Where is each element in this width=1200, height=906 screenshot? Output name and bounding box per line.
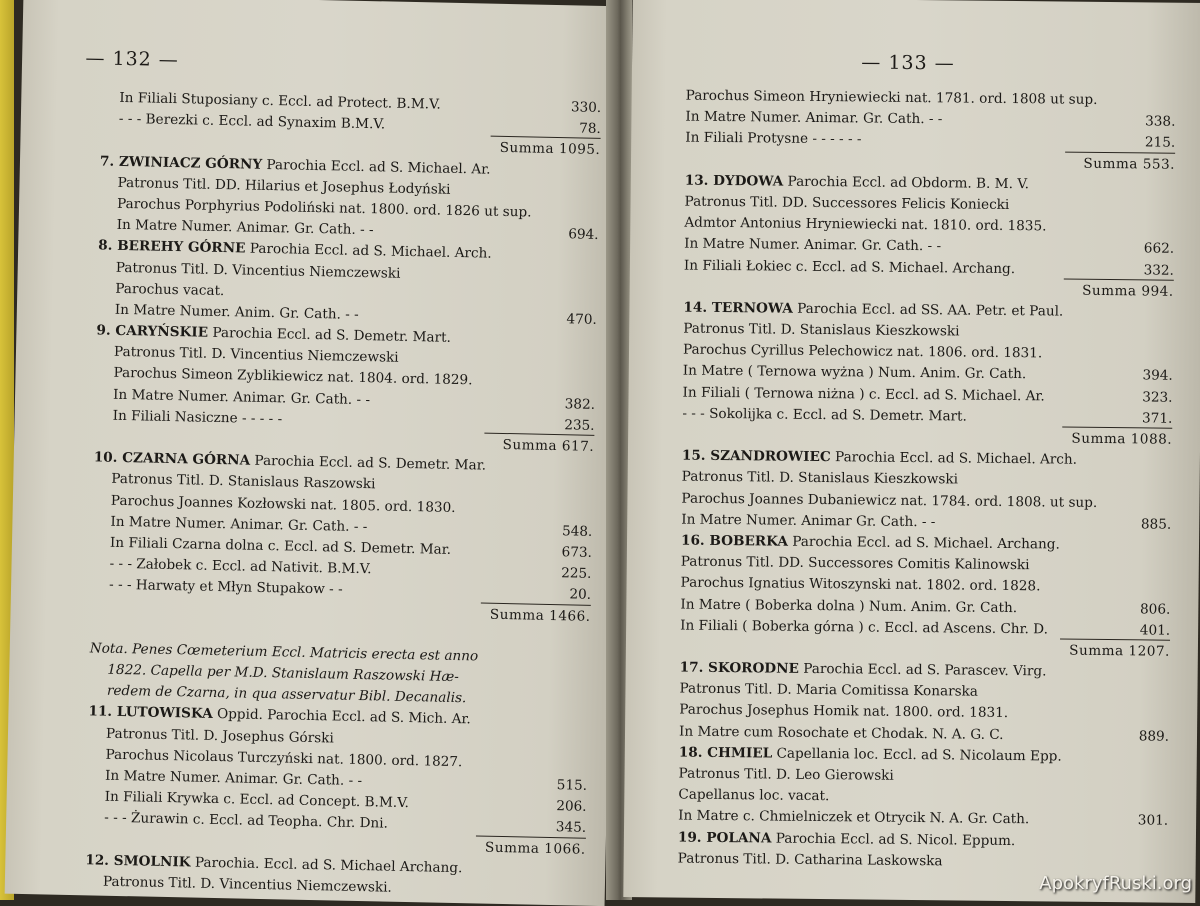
line-text: Patronus Titl. D. Stanislaus Kieszkowski	[681, 468, 959, 488]
line-number-value: 371.	[1141, 410, 1173, 427]
line-text: - - - Harwaty et Młyn Stupakow - -	[108, 577, 343, 598]
line-text: Patronus Titl. D. Maria Comitissa Konarska	[679, 680, 979, 700]
line-text: 10. CZARNA GÓRNA Parochia Eccl. ad S. Demetr. Mar.	[93, 449, 487, 474]
line-text: In Filiali Nasiczne - - - - -	[112, 407, 283, 428]
line-text: In Filiali Protysne - - - - - -	[685, 129, 862, 148]
line-text: Summa 994.	[1082, 282, 1174, 300]
line-text: - - - Berezki c. Eccl. ad Synaxim B.M.V.	[118, 111, 386, 133]
line-text: - - - Załobek c. Eccl. ad Nativit. B.M.V.	[109, 555, 372, 578]
line-number-value: 301.	[1137, 812, 1169, 830]
parish-heading: 15. SZANDROWIEC	[681, 447, 831, 466]
line-text: In Filiali Czarna dolna c. Eccl. ad S. Demetr. Mar.	[109, 534, 452, 558]
line-text: Patronus Titl. D. Josephus Górski	[105, 725, 334, 747]
line-text: 15. SZANDROWIEC Parochia Eccl. ad S. Michael. Arch.	[681, 447, 1078, 468]
line-text: In Matre Numer. Animar. Gr. Cath. - -	[112, 386, 371, 408]
line-text: Parochus Joannes Dubaniewicz nat. 1784. ord. 1808. ut sup.	[681, 490, 1098, 511]
line-text: In Matre cum Rosochate et Chodak. N. A. G. C.	[678, 723, 1004, 743]
line-text: Patronus Titl. D. Stanislaus Kieszkowski	[683, 320, 960, 340]
parish-heading: 14. TERNOWA	[683, 299, 793, 317]
line-number-value: 694.	[568, 226, 599, 244]
line-number-value: 345.	[555, 819, 587, 837]
line-text: In Matre ( Boberka dolna ) Num. Anim. Gr. Cath.	[680, 596, 1018, 616]
line-text: Patronus Titl. DD. Hilarius et Josephus Łodyński	[117, 174, 451, 198]
parish-heading: 9. CARYŃSKIE	[96, 322, 209, 341]
line-number-value: 323.	[1142, 389, 1173, 406]
line-number-value: 235.	[564, 417, 595, 434]
parish-heading: 13. DYDOWA	[684, 172, 784, 190]
parish-heading: 16. BOBERKA	[680, 532, 789, 550]
line-text: Patronus Titl. D. Vincentius Niemczewski	[115, 259, 401, 282]
line-number-value: 394.	[1142, 367, 1173, 385]
line-number-value: 885.	[1140, 516, 1172, 533]
line-text: 1822. Capella per M.D. Stanislaum Raszowski Hæ-	[107, 661, 460, 686]
line-text: 7. ZWINIACZ GÓRNY Parochia Eccl. ad S. Michael. Ar.	[99, 153, 491, 178]
line-number-value: 215.	[1144, 134, 1176, 152]
line-text: Summa 553.	[1083, 155, 1176, 173]
line-text: Admtor Antonius Hryniewiecki nat. 1810. ord. 1835.	[684, 214, 1047, 235]
line-text: 9. CARYŃSKIE Parochia Eccl. ad S. Demetr. Mart.	[96, 322, 452, 346]
line-text: In Matre Numer. Animar. Gr. Cath. - -	[684, 235, 942, 255]
line-text: 11. LUTOWISKA Oppid. Parochia Eccl. ad S. Mich. Ar.	[88, 703, 472, 728]
line-number-value: 332.	[1143, 261, 1174, 279]
parish-heading: 18. CHMIEL	[678, 744, 773, 762]
line-text: 13. DYDOWA Parochia Eccl. ad Obdorm. B. M. V.	[684, 172, 1030, 192]
line-text: In Matre Numer. Animar Gr. Cath. - -	[681, 511, 936, 530]
line-number-value: 78.	[578, 120, 601, 138]
line-text: - - - Żurawin c. Eccl. ad Teopha. Chr. Dni.	[104, 810, 389, 833]
line-number-value: 548.	[561, 522, 593, 540]
line-text: Patronus Titl. D. Catharina Laskowska	[677, 850, 943, 870]
line-text: In Matre c. Chmielniczek et Otrycik N. A. Gr. Cath.	[678, 807, 1030, 828]
line-number-value: 20.	[569, 586, 592, 604]
line-text: Patronus Titl. DD. Successores Comitis Kalinowski	[680, 553, 1030, 574]
line-text: In Matre ( Ternowa wyżna ) Num. Anim. Gr. Cath.	[682, 363, 1027, 383]
line-text: In Matre Numer. Animar. Gr. Cath. - -	[116, 216, 374, 239]
line-number-value: 470.	[566, 311, 597, 328]
parish-heading: 17. SKORODNE	[679, 659, 800, 677]
line-text: 18. CHMIEL Capellania loc. Eccl. ad S. Nicolaum Epp.	[678, 744, 1062, 765]
line-text: Summa 1088.	[1071, 430, 1173, 448]
line-text: Summa 1207.	[1069, 642, 1170, 660]
line-text: In Filiali ( Boberka górna ) c. Eccl. ad Ascens. Chr. D.	[680, 617, 1049, 638]
line-text: Parochus Nicolaus Turczyński nat. 1800. ord. 1827.	[105, 746, 463, 770]
line-text: Summa 1466.	[489, 606, 591, 625]
text-line	[678, 848, 1168, 874]
line-text: Parochus Cyrillus Pelechowicz nat. 1806. ord. 1831.	[682, 341, 1043, 362]
line-number-value: 662.	[1143, 240, 1175, 258]
line-text: Nota. Penes Cœmeterium Eccl. Matricis erecta est anno	[89, 640, 479, 665]
line-text: 16. BOBERKA Parochia Eccl. ad S. Michael. Archang.	[680, 532, 1060, 553]
line-text: 17. SKORODNE Parochia Eccl. ad S. Parascev. Virg.	[679, 659, 1047, 680]
line-text: Parochus Simeon Hryniewiecki nat. 1781. ord. 1808 ut sup.	[685, 87, 1098, 108]
parish-heading: 8. BEREHY GÓRNE	[98, 237, 246, 257]
line-text: 19. POLANA Parochia Eccl. ad S. Nicol. Eppum.	[677, 829, 1016, 849]
line-text: In Matre Numer. Animar. Gr. Cath. - -	[110, 513, 368, 535]
line-text: Summa 1066.	[484, 839, 586, 858]
line-text: Patronus Titl. D. Vincentius Niemczewski.	[102, 873, 393, 896]
left-page	[5, 0, 624, 906]
line-text: In Matre Numer. Anim. Gr. Cath. - -	[114, 301, 359, 323]
line-text: Parochus Josephus Homik nat. 1800. ord. 1831.	[679, 701, 1009, 722]
line-text: In Filiali Łokiec c. Eccl. ad S. Michael. Archang.	[683, 257, 1016, 277]
line-text: In Filiali Krywka c. Eccl. ad Concept. B.M.V.	[104, 788, 410, 812]
line-text: Patronus Titl. D. Vincentius Niemczewski	[113, 344, 399, 367]
line-text: redem de Czarna, in qua asservatur Bibl. Decanalis.	[106, 682, 467, 707]
line-text: 8. BEREHY GÓRNE Parochia Eccl. ad S. Michael. Arch.	[98, 237, 492, 262]
line-number-value: 806.	[1139, 600, 1171, 618]
line-number-value: 673.	[561, 544, 593, 561]
line-number-value: 225.	[561, 565, 592, 582]
line-text: - - - Sokolijka c. Eccl. ad S. Demetr. Mart.	[682, 405, 967, 425]
line-text: Parochus Joannes Kozłowski nat. 1805. ord. 1830.	[110, 492, 456, 516]
parish-heading: 11. LUTOWISKA	[88, 703, 213, 723]
right-page-text-block	[678, 86, 1176, 875]
line-number-value: 401.	[1139, 622, 1171, 639]
line-number-value: 515.	[556, 777, 588, 794]
line-number-value: 206.	[556, 798, 587, 815]
right-page-number: — 133 —	[861, 51, 955, 75]
line-number-value: 330.	[570, 99, 602, 116]
line-text: In Matre Numer. Animar. Gr. Cath. - -	[104, 767, 363, 790]
right-page	[623, 0, 1200, 903]
line-number-value: 889.	[1138, 727, 1170, 745]
line-text: In Matre Numer. Animar. Gr. Cath. - -	[685, 108, 943, 128]
line-text: In Filiali Stuposiany c. Eccl. ad Protect. B.M.V.	[119, 89, 441, 113]
parish-heading: 19. POLANA	[677, 829, 772, 847]
line-text: In Filiali ( Ternowa niżna ) c. Eccl. ad S. Michael. Ar.	[682, 384, 1045, 404]
parish-heading: 12. SMOLNIK	[85, 852, 191, 871]
line-number-value: 382.	[564, 395, 596, 413]
left-page-text-block	[85, 87, 602, 902]
line-text: Patronus Titl. D. Leo Gierowski	[678, 765, 894, 784]
line-text: Capellanus loc. vacat.	[678, 786, 830, 805]
line-text: Parochus Simeon Zyblikiewicz nat. 1804. ord. 1829.	[113, 365, 473, 389]
line-text: Parochus Porphyrius Podoliński nat. 1800. ord. 1826 ut sup.	[116, 195, 532, 221]
line-text: Parochus vacat.	[115, 280, 225, 299]
line-text: Patronus Titl. D. Stanislaus Raszowski	[111, 471, 376, 493]
parish-heading: 7. ZWINIACZ GÓRNY	[99, 153, 263, 173]
line-text: Summa 1095.	[499, 140, 601, 159]
line-text: 12. SMOLNIK Parochia. Eccl. ad S. Michael Archang.	[85, 852, 463, 876]
parish-heading: 10. CZARNA GÓRNA	[93, 449, 251, 469]
line-text: Patronus Titl. DD. Successores Felicis Koniecki	[684, 193, 1010, 213]
left-page-number: — 132 —	[85, 47, 180, 72]
line-text: 14. TERNOWA Parochia Eccl. ad SS. AA. Petr. et Paul.	[683, 299, 1064, 320]
watermark: ApokryfRuski.org	[1039, 873, 1192, 894]
line-text: Summa 617.	[502, 436, 595, 455]
line-text: Parochus Ignatius Witoszynski nat. 1802. ord. 1828.	[680, 574, 1041, 595]
line-number-value: 338.	[1145, 113, 1176, 130]
